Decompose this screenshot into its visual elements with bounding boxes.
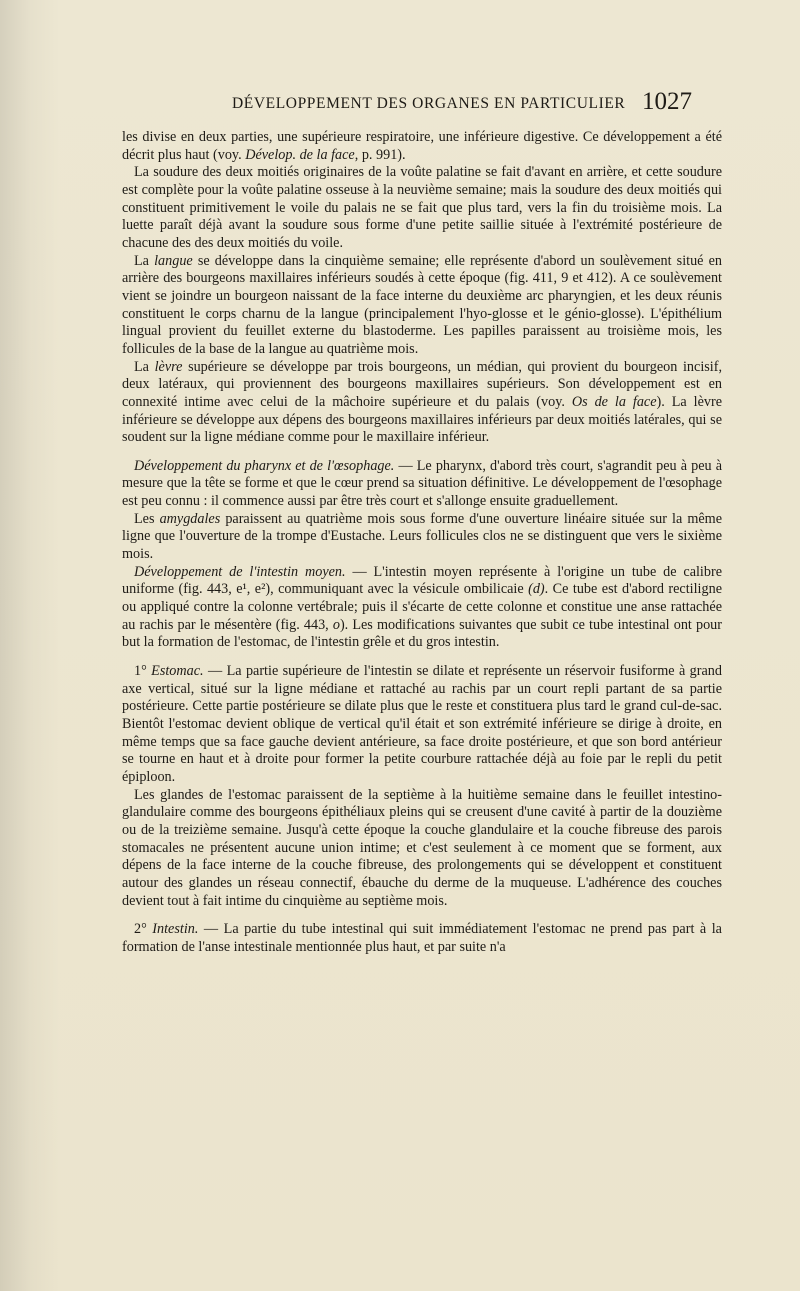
paragraph-levre: La lèvre supérieure se développe par trois bourgeons, un médian, qui provient du bourgeon incisif, deux latéraux, qui proviennent des bourgeons maxillaires supérieurs. Son développement est en connexité intime avec celui de la mâchoire supérieure et du palais (voy. Os de la face). La lèvre inférieure se développe aux dépens des bourgeons maxillaires inférieurs par deux moitiés latérales, qui se soudent sur la ligne médiane comme pour le maxillaire inférieur. — [122, 358, 723, 446]
cross-reference: Dévelop. de la face — [245, 146, 355, 163]
page-number: 1027 — [642, 88, 692, 115]
term-amygdales: amygdales — [159, 510, 221, 527]
paragraph-pharynx: Développement du pharynx et de l'œsophage. — Le pharynx, d'abord très court, s'agrandit peu à peu à mesure que la tête se forme et que le cœur prend sa situation définitive. Le développement de l'œsophage est peu connu : il commence aussi par être très court et s'allonge ensuite graduellement. — [122, 457, 722, 510]
paragraph-langue: La langue se développe dans la cinquième semaine; elle représente d'abord un soulèvement situé en arrière des bourgeons maxillaires inférieurs soudés à cette époque (fig. 411, 9 et 412). A ce soulèvement vient se joindre un bourgeon naissant de la face interne du deuxième arc pharyngien, et les deux réunis constituent le corps charnu de la langue (principalement l'hyo-glosse et le génio-glosse). L'épithélium lingual provient du feuillet externe du blastoderme. Les papilles paraissent au troisième mois, les follicules de la base de la langue au quatrième mois. — [122, 252, 722, 357]
term-levre: lèvre — [154, 358, 183, 375]
section-heading-estomac: Estomac. — [151, 663, 204, 680]
page-body — [122, 129, 722, 957]
paragraph-estomac: 1° Estomac. — La partie supérieure de l'intestin se dilate et représente un réservoir fusiforme à grand axe vertical, situé sur la ligne médiane et rattaché au rachis par un court repli partant de sa partie postérieure. Cette partie postérieure se dilate plus que le reste et constituera plus tard le grand cul-de-sac. Bientôt l'estomac devient oblique de vertical qu'il était et son extrémité inférieure se dirige à droite, en même temps que sa face gauche devient antérieure, sa face droite postérieure, et que son bord antérieur se tourne en haut et à droite pour former la petite courbure rattachée déjà au foie par le repli du petit épiploon. — [122, 663, 722, 785]
section-heading-intestin: Intestin. — [152, 921, 199, 938]
term-langue: langue — [154, 252, 193, 269]
paragraph-intestin: 2° Intestin. — La partie du tube intestinal qui suit immédiatement l'estomac ne prend pas part à la formation de l'anse intestinale mentionnée plus haut, et par suite n'a — [122, 921, 722, 955]
paragraph-glandes-estomac: Les glandes de l'estomac paraissent de la septième à la huitième semaine dans le feuillet intestino-glandulaire comme des bourgeons épithéliaux pleins qui se creusent d'une cavité à partir de la douzième ou de la treizième semaine. Jusqu'à cette époque la couche glandulaire et la couche fibreuse des parois stomacales ne présentent aucune union intime; et c'est seulement à ce moment que se forment, aux dépens de la face interne de la couche fibreuse, des prolongements qui se développent et constituent autour des glandes un réseau connectif, ébauche du derme de la muqueuse. L'adhérence des couches devient tout à fait intime du cinquième au septième mois. — [122, 786, 722, 909]
paragraph-voute-palatine: La soudure des deux moitiés originaires de la voûte palatine se fait d'avant en arrière, et cette soudure est complète pour la voûte palatine osseuse à la neuvième semaine; mais la soudure des deux moitiés qui constituent primitivement le voile du palais ne se fait que plus tard, vers la fin du troisième mois. La luette paraît déjà avant la soudure sous forme d'une petite saillie située à l'extrémité postérieure de chacune des des deux moitiés du voile. — [122, 164, 722, 251]
cross-reference: Os de la face — [571, 393, 657, 410]
running-title: DÉVELOPPEMENT DES ORGANES EN PARTICULIER — [232, 95, 626, 112]
paragraph-amygdales: Les amygdales paraissent au quatrième mois sous forme d'une ouverture linéaire située sur la même ligne que l'ouverture de la trompe d'Eustache. Leurs follicules clos ne se distinguent que vers le sixième mois. — [122, 510, 722, 563]
section-heading-pharynx: Développement du pharynx et de l'œsophage. — [134, 457, 395, 474]
section-heading-intestin-moyen: Développement de l'intestin moyen. — [134, 563, 346, 580]
paragraph-continuation: les divise en deux parties, une supérieure respiratoire, une inférieure digestive. Ce développement a été décrit plus haut (voy. Dévelop. de la face, p. 991). — [122, 129, 722, 163]
paragraph-intestin-moyen: Développement de l'intestin moyen. — L'intestin moyen représente à l'origine un tube de calibre uniforme (fig. 443, e¹, e²), communiquant avec la vésicule ombilicaie (d). Ce tube est d'abord rectiligne ou appliqué contre la colonne vertébrale; puis il s'écarte de cette colonne et constitue une anse rattachée au rachis par le mésentère (fig. 443, o). Les modifications suivantes que subit ce tube intestinal ont pour but la formation de l'estomac, de l'intestin grêle et du gros intestin. — [122, 563, 722, 651]
